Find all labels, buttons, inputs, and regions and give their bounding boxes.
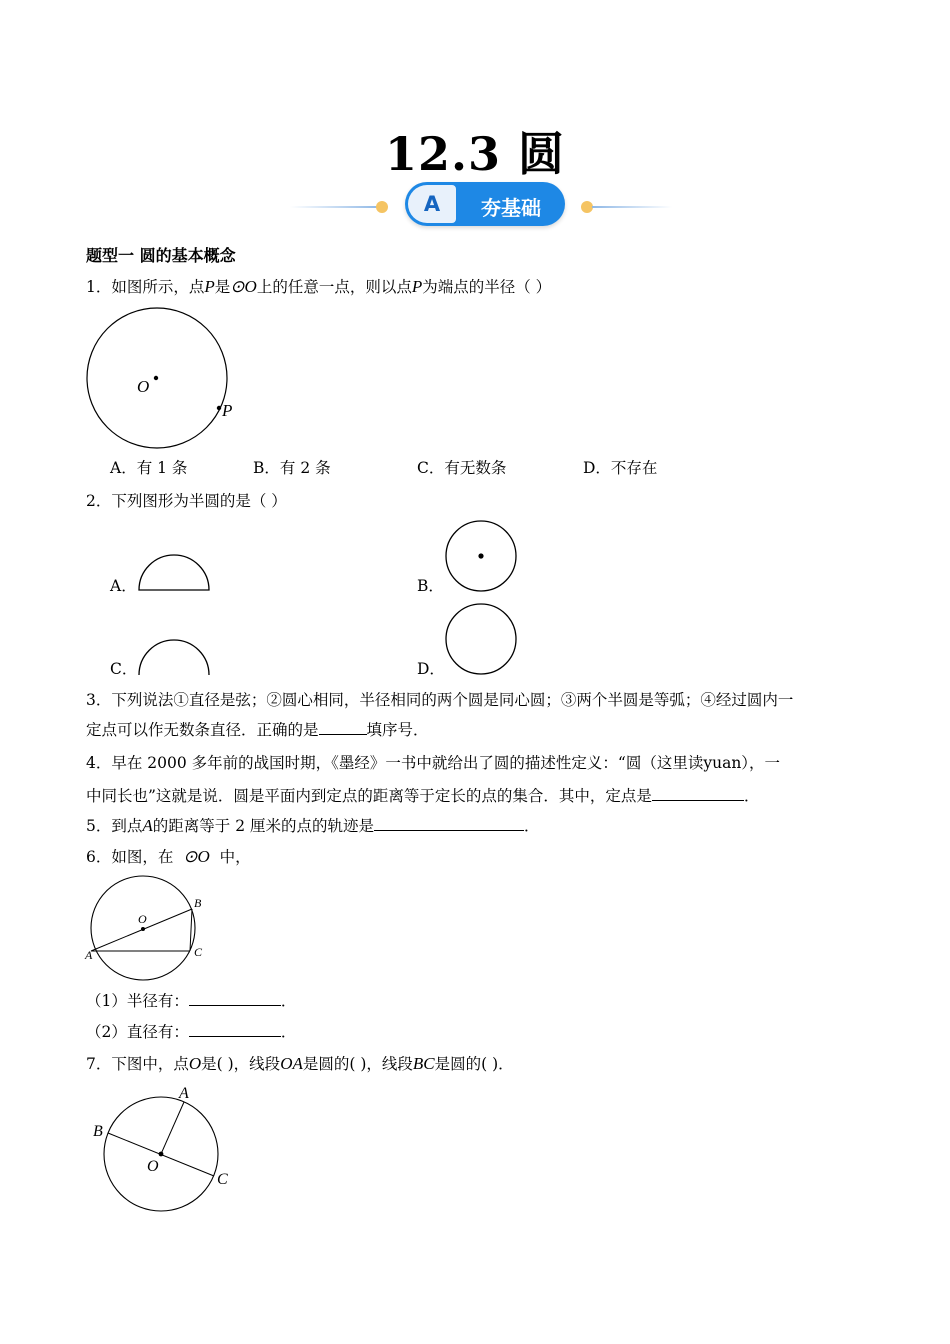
q7-center-point <box>159 1152 164 1157</box>
q7-radius-oa <box>161 1102 184 1154</box>
q6-stem-a: 6．如图，在 <box>86 848 174 866</box>
badge-letter: A <box>423 192 441 216</box>
q6-circle: ⊙O <box>183 847 210 866</box>
q1-circle: ⊙O <box>230 277 257 296</box>
q7-text-d: 是圆的( )． <box>434 1055 514 1073</box>
q7-var-bc: BC <box>412 1054 435 1073</box>
q6-sub1 <box>86 991 296 1011</box>
q5-answer-blank[interactable] <box>374 816 524 831</box>
q2-label-d: D． <box>417 660 445 678</box>
q7-label-b: B <box>93 1123 103 1140</box>
q7-var-o: O <box>188 1054 202 1073</box>
q4-answer-blank[interactable] <box>652 786 744 801</box>
q7-figure <box>90 1082 240 1214</box>
section-heading: 题型一 圆的基本概念 <box>86 246 236 265</box>
q2-label-c: C． <box>110 660 138 678</box>
q7-var-oa: OA <box>280 1054 303 1073</box>
q1-stem-a: 1．如图所示，点 <box>86 278 205 296</box>
q1-figure <box>80 302 250 454</box>
page-title: 12.3 圆 <box>384 127 566 181</box>
q7-text-a: 7．下图中，点 <box>86 1055 189 1073</box>
q1-option-a: A．有 1 条 <box>110 459 188 477</box>
badge-pill <box>405 182 565 226</box>
q4-line1: 4．早在 2000 多年前的战国时期，《墨经》一书中就给出了圆的描述性定义：“圆（这里读yuan），一 <box>86 754 781 772</box>
badge-letter-box <box>408 185 456 223</box>
q6-center-point <box>141 927 145 931</box>
q6-sub2-label: （2）直径有： <box>86 1023 189 1041</box>
q5-text-b: 的距离等于 2 厘米的点的轨迹是 <box>152 817 374 835</box>
q7-text-b: 是( )，线段 <box>201 1055 281 1073</box>
q2-label-b: B． <box>417 577 444 595</box>
q3-line2-b: 填序号． <box>366 721 429 739</box>
q6-stem <box>86 847 251 867</box>
q4-line2 <box>86 786 759 806</box>
q1-stem-d: 为端点的半径（ ） <box>422 278 552 296</box>
q2-shape-b-circle-with-center <box>442 518 522 596</box>
q1-stem-c: 上的任意一点，则以点 <box>256 278 412 296</box>
q2-label-a: A． <box>110 577 137 595</box>
q6-figure <box>82 872 212 984</box>
q1-var-p2: P <box>411 277 423 296</box>
q6-label-o: O <box>138 912 147 926</box>
q2-shape-c-arc <box>134 633 214 677</box>
q2-stem: 2．下列图形为半圆的是（ ） <box>86 492 287 510</box>
q3-line2-a: 定点可以作无数条直径．正确的是 <box>86 721 319 739</box>
q2-shape-d-circle <box>442 601 522 679</box>
section-badge <box>290 180 670 230</box>
q1-stem <box>86 277 551 297</box>
q1-option-c: C．有无数条 <box>417 459 507 477</box>
q6-sub2 <box>86 1022 296 1042</box>
q6-label-c: C <box>194 945 203 959</box>
q6-label-a: A <box>85 948 93 962</box>
q6-sub1-label: （1）半径有： <box>86 992 189 1010</box>
q7-text-c: 是圆的( )，线段 <box>302 1055 413 1073</box>
q7-stem <box>86 1054 514 1074</box>
q4-line2-a: 中同长也”这就是说．圆是平面内到定点的距离等于定长的点的集合．其中，定点是 <box>86 787 652 805</box>
q6-sub1-blank[interactable] <box>189 991 281 1006</box>
q1-option-d: D．不存在 <box>583 459 658 477</box>
q4-line2-b: ． <box>743 787 760 805</box>
q7-label-a: A <box>179 1085 189 1102</box>
q7-label-c: C <box>217 1171 228 1188</box>
badge-dot-left <box>376 201 388 213</box>
q1-stem-b: 是 <box>214 278 231 296</box>
q1-label-p: P <box>222 401 233 420</box>
badge-line-right <box>592 206 672 208</box>
q3-line1: 3．下列说法①直径是弦；②圆心相同，半径相同的两个圆是同心圆；③两个半圆是等弧；④经过圆内一 <box>86 691 794 709</box>
q1-label-o: O <box>137 377 150 396</box>
q5-text-a: 5．到点 <box>86 817 143 835</box>
q5-text-c: ． <box>523 817 540 835</box>
q1-var-p1: P <box>204 277 215 296</box>
q6-sub2-end: ． <box>280 1023 297 1041</box>
q1-center-point <box>154 376 158 380</box>
q5-line <box>86 816 540 836</box>
q3-line2 <box>86 720 429 740</box>
q6-sub1-end: ． <box>280 992 297 1010</box>
q1-option-b: B．有 2 条 <box>253 459 331 477</box>
q7-label-o: O <box>147 1158 159 1175</box>
q6-sub2-blank[interactable] <box>189 1022 281 1037</box>
badge-text: 夯基础 <box>481 196 541 220</box>
q2-shape-a-semicircle <box>134 550 214 594</box>
q6-stem-b: 中， <box>219 848 251 866</box>
q5-var-a: A <box>142 816 153 835</box>
badge-line-left <box>290 206 380 208</box>
q1-point-p <box>217 406 221 410</box>
q3-answer-blank[interactable] <box>319 720 367 735</box>
q6-label-b: B <box>194 896 202 910</box>
